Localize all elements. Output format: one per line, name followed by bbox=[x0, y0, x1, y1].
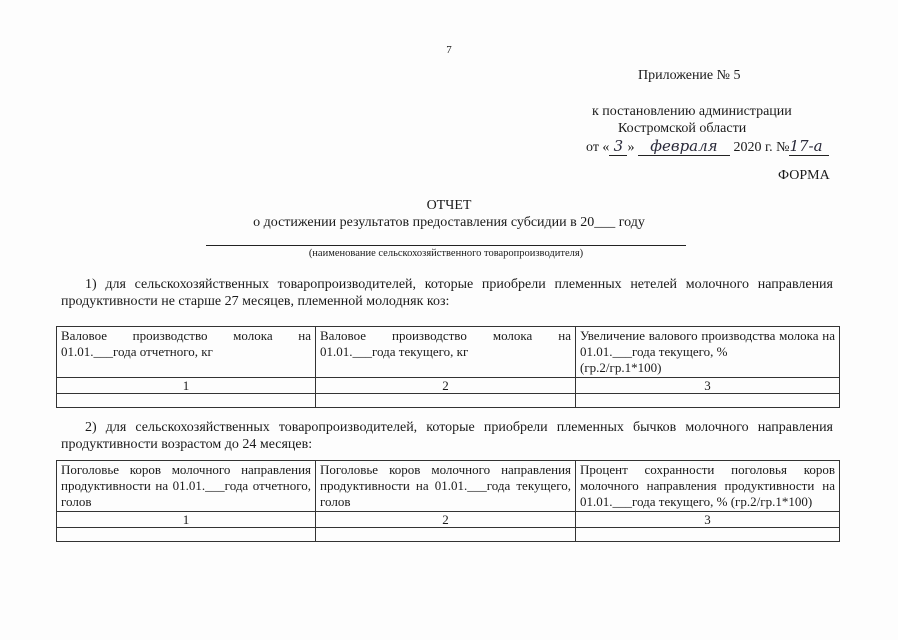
table-row-empty bbox=[57, 528, 840, 542]
table-header-cell: Валовое производство молока на 01.01.___года отчетного, кг bbox=[57, 327, 316, 378]
form-label: ФОРМА bbox=[778, 168, 830, 183]
page-number: 7 bbox=[446, 44, 452, 56]
table-header-cell: Процент сохранности поголовья коров молочного направления продуктивности на 01.01.___года текущего, % (гр.2/гр.1*100) bbox=[576, 461, 840, 512]
table-header-formula: (гр.2/гр.1*100) bbox=[580, 360, 662, 375]
table-cell-empty[interactable] bbox=[576, 528, 840, 542]
column-number: 2 bbox=[316, 378, 576, 394]
report-subtitle: о достижении результатов предоставления субсидии в 20___ году bbox=[253, 215, 645, 230]
column-number: 2 bbox=[316, 512, 576, 528]
column-number: 1 bbox=[57, 378, 316, 394]
date-year: 2020 г. № bbox=[733, 140, 790, 155]
decree-date-line bbox=[586, 137, 829, 156]
table-cell-empty[interactable] bbox=[57, 528, 316, 542]
table-header-cell bbox=[576, 327, 840, 378]
column-number: 3 bbox=[576, 512, 840, 528]
producer-caption: (наименование сельскохозяйственного товаропроизводителя) bbox=[308, 248, 584, 259]
report-title: ОТЧЕТ bbox=[426, 198, 472, 213]
section1-text-content: 1) для сельскохозяйственных товаропроизводителей, которые приобрели племенных нетелей молочного направления продуктивности не старше 27 месяцев, племенной молодняк коз: bbox=[61, 277, 833, 309]
date-prefix: от « bbox=[586, 140, 610, 155]
column-number: 3 bbox=[576, 378, 840, 394]
section1-text bbox=[61, 276, 833, 310]
producer-name-line bbox=[206, 245, 686, 246]
table-header-cell: Поголовье коров молочного направления продуктивности на 01.01.___года отчетного, голов bbox=[57, 461, 316, 512]
table-header-text: Увеличение валового производства молока на 01.01.___года текущего, % bbox=[580, 328, 835, 359]
section2-text-content: 2) для сельскохозяйственных товаропроизводителей, которые приобрели племенных бычков молочного направления продуктивности возрастом до 24 месяцев: bbox=[61, 420, 833, 452]
table-row-numbers bbox=[57, 512, 840, 528]
section2-table bbox=[56, 460, 840, 542]
date-month-handwritten: февраля bbox=[638, 137, 730, 156]
decree-line-2: Костромской области bbox=[618, 121, 747, 136]
section2-text bbox=[61, 419, 833, 453]
table-row-numbers bbox=[57, 378, 840, 394]
date-mid: » bbox=[627, 140, 635, 155]
decree-line-1: к постановлению администрации bbox=[592, 104, 792, 119]
table-cell-empty[interactable] bbox=[576, 394, 840, 408]
table-cell-empty[interactable] bbox=[57, 394, 316, 408]
decree-number-handwritten: 17-а bbox=[789, 137, 829, 156]
table-header-cell: Поголовье коров молочного направления продуктивности на 01.01.___года текущего, голов bbox=[316, 461, 576, 512]
table-row-empty bbox=[57, 394, 840, 408]
table-header-row bbox=[57, 461, 840, 512]
appendix-label: Приложение № 5 bbox=[638, 68, 741, 83]
table-header-row bbox=[57, 327, 840, 378]
table-cell-empty[interactable] bbox=[316, 394, 576, 408]
date-day-handwritten: 3 bbox=[609, 137, 627, 156]
column-number: 1 bbox=[57, 512, 316, 528]
section1-table bbox=[56, 326, 840, 408]
table-cell-empty[interactable] bbox=[316, 528, 576, 542]
table-header-cell: Валовое производство молока на 01.01.___года текущего, кг bbox=[316, 327, 576, 378]
